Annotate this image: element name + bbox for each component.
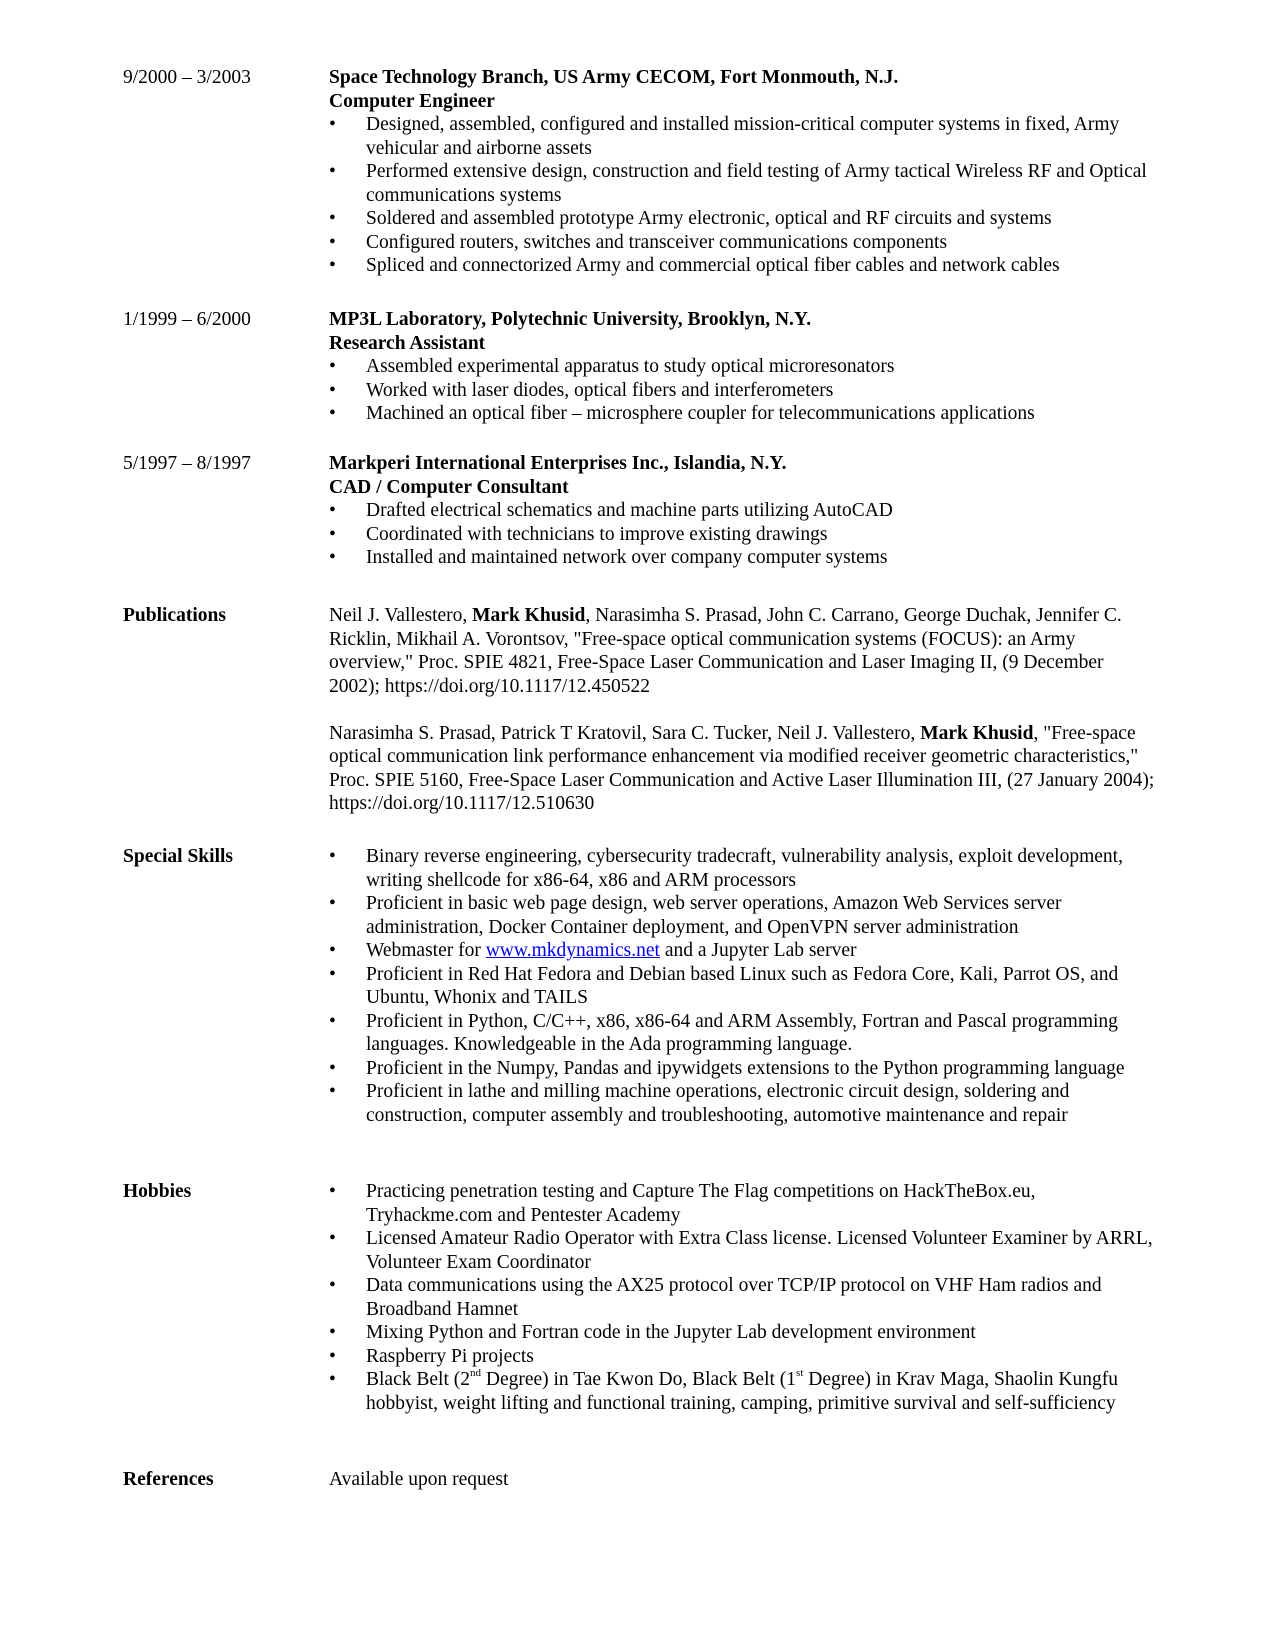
job-title: Research Assistant: [329, 332, 486, 354]
bullet-icon: •: [329, 940, 336, 961]
bullet-icon: •: [329, 500, 336, 521]
bullet-icon: •: [329, 1322, 336, 1343]
bullet-icon: •: [329, 1181, 336, 1202]
publication-entry: Narasimha S. Prasad, Patrick T Kratovil, Sara C. Tucker, Neil J. Vallestero, Mark Khusid, "Free-space optical communication link performance enhancement via modified receiver geometric characteristics," Proc. SPIE 5160, Free-Space Laser Communication and Active Laser Illumination III, (27 January 2004); https://doi.org/10.1117/12.510630: [329, 722, 1155, 814]
bullet-icon: •: [329, 114, 336, 135]
bullet-icon: •: [329, 255, 336, 276]
job-title: Computer Engineer: [329, 90, 495, 112]
experience-dates: 9/2000 – 3/2003: [123, 67, 251, 88]
publications-list: [329, 604, 1159, 816]
list-item: • Spliced and connectorized Army and commercial optical fiber cables and network cables: [329, 255, 1060, 276]
bullet-icon: •: [329, 208, 336, 229]
bullet-icon: •: [329, 846, 336, 867]
list-item: • Proficient in the Numpy, Pandas and ipywidgets extensions to the Python programming language: [329, 1057, 1125, 1079]
bullet-icon: •: [329, 1010, 336, 1032]
bullet-icon: •: [329, 547, 336, 568]
list-item: • Drafted electrical schematics and machine parts utilizing AutoCAD: [329, 500, 893, 521]
bullet-icon: •: [329, 523, 336, 545]
section-heading-hobbies: Hobbies: [123, 1181, 192, 1202]
publication-entry: Neil J. Vallestero, Mark Khusid, Narasimha S. Prasad, John C. Carrano, George Duchak, Jennifer C. Ricklin, Mikhail A. Vorontsov, "Free-space optical communication systems (FOCUS): an Army overview," Proc. SPIE 4821, Free-Space Laser Communication and Laser Imaging II, (9 December 2002); https://doi.org/10.1117/12.450522: [329, 605, 1122, 697]
experience-entry: [329, 308, 1159, 426]
bullet-icon: •: [329, 403, 336, 424]
section-heading-references: References: [123, 1469, 214, 1490]
references-text: Available upon request: [329, 1469, 509, 1490]
job-title: CAD / Computer Consultant: [329, 476, 569, 498]
bullet-icon: •: [329, 963, 336, 985]
website-link[interactable]: www.mkdynamics.net: [485, 940, 660, 961]
experience-entry: [329, 452, 1159, 570]
list-item: • Installed and maintained network over company computer systems: [329, 547, 888, 568]
experience-entry: [329, 66, 1159, 278]
skills-section: [329, 845, 1159, 1127]
bullet-icon: •: [329, 356, 336, 377]
bullet-icon: •: [329, 231, 336, 253]
experience-dates: 5/1997 – 8/1997: [123, 453, 251, 474]
bullet-icon: •: [329, 1228, 336, 1249]
bullet-icon: •: [329, 1081, 336, 1102]
bullet-icon: •: [329, 1057, 336, 1079]
bullet-icon: •: [329, 893, 336, 914]
duty-list: [329, 355, 1159, 426]
bullet-icon: •: [329, 161, 336, 182]
list-item: • Configured routers, switches and transceiver communications components: [329, 231, 948, 253]
employer: Markperi International Enterprises Inc., Islandia, N.Y.: [329, 453, 787, 474]
list-item: • Proficient in lathe and milling machine operations, electronic circuit design, soldering and construction, computer assembly and troubleshooting, automotive maintenance and repair: [329, 1081, 1070, 1126]
list-item: • Proficient in Python, C/C++, x86, x86-64 and ARM Assembly, Fortran and Pascal programming languages. Knowledgeable in the Ada programming language.: [329, 1010, 1118, 1055]
list-item: • Mixing Python and Fortran code in the Jupyter Lab development environment: [329, 1322, 976, 1343]
list-item: • Raspberry Pi projects: [329, 1345, 534, 1367]
bullet-icon: •: [329, 1275, 336, 1296]
list-item: • Assembled experimental apparatus to study optical microresonators: [329, 356, 895, 377]
duty-list: [329, 113, 1159, 278]
employer: MP3L Laboratory, Polytechnic University, Brooklyn, N.Y.: [329, 309, 812, 330]
experience-dates: 1/1999 – 6/2000: [123, 309, 251, 330]
bullet-icon: •: [329, 379, 336, 401]
list-item: • Soldered and assembled prototype Army electronic, optical and RF circuits and systems: [329, 208, 1052, 229]
section-heading-skills: Special Skills: [123, 846, 233, 867]
list-item: • Machined an optical fiber – microsphere coupler for telecommunications applications: [329, 403, 1035, 424]
list-item: • Coordinated with technicians to improve existing drawings: [329, 523, 828, 545]
list-item: • Binary reverse engineering, cybersecurity tradecraft, vulnerability analysis, exploit development, writing shellcode for x86-64, x86 and ARM processors: [329, 846, 1123, 891]
list-item: • Data communications using the AX25 protocol over TCP/IP protocol on VHF Ham radios and Broadband Hamnet: [329, 1275, 1102, 1320]
list-item: • Webmaster for www.mkdynamics.net and a Jupyter Lab server: [329, 940, 857, 961]
list-item: • Worked with laser diodes, optical fibers and interferometers: [329, 379, 834, 401]
list-item: • Proficient in basic web page design, web server operations, Amazon Web Services server administration, Docker Container deployment, and OpenVPN server administration: [329, 893, 1062, 938]
list-item: • Practicing penetration testing and Capture The Flag competitions on HackTheBox.eu, Tryhackme.com and Pentester Academy: [329, 1181, 1036, 1226]
list-item: • Licensed Amateur Radio Operator with Extra Class license. Licensed Volunteer Examiner by ARRL, Volunteer Exam Coordinator: [329, 1228, 1153, 1273]
section-heading-publications: Publications: [123, 605, 226, 626]
bullet-icon: •: [329, 1345, 336, 1367]
employer: Space Technology Branch, US Army CECOM, Fort Monmouth, N.J.: [329, 67, 899, 88]
list-item: • Proficient in Red Hat Fedora and Debian based Linux such as Fedora Core, Kali, Parrot OS, and Ubuntu, Whonix and TAILS: [329, 963, 1119, 1008]
hobbies-section: [329, 1180, 1159, 1415]
duty-list: [329, 499, 1159, 570]
bullet-icon: •: [329, 1369, 336, 1390]
list-item: • Black Belt (2nd Degree) in Tae Kwon Do, Black Belt (1st Degree) in Krav Maga, Shaolin Kungfu hobbyist, weight lifting and functional training, camping, primitive survival and self-sufficiency: [329, 1366, 1119, 1414]
skills-list: [329, 845, 1159, 1127]
list-item: • Designed, assembled, configured and installed mission-critical computer systems in fixed, Army vehicular and airborne assets: [329, 114, 1120, 159]
hobbies-list: [329, 1180, 1159, 1415]
list-item: • Performed extensive design, construction and field testing of Army tactical Wireless RF and Optical communications systems: [329, 161, 1147, 206]
